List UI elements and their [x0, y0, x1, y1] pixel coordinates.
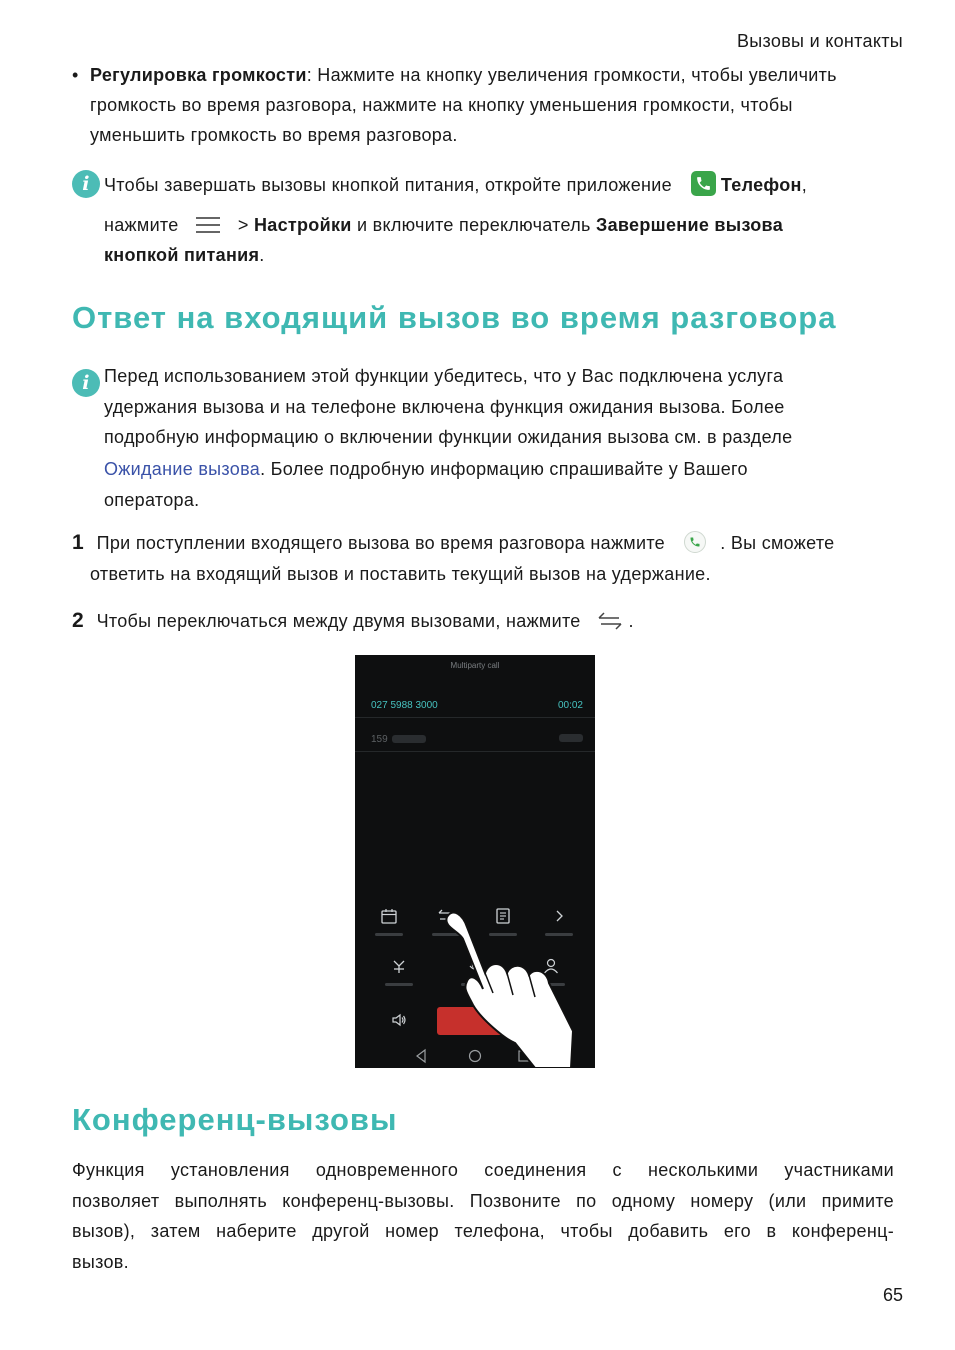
call-waiting-link[interactable]: Ожидание вызова: [104, 459, 261, 479]
settings-term: Настройки: [253, 215, 352, 235]
phone-app-name: Телефон: [720, 175, 802, 195]
bullet-line-1-rest: : Нажмите на кнопку увеличения громкости, чтобы увеличить: [306, 65, 837, 85]
step-number: 2: [72, 609, 84, 632]
step-1-text: При поступлении входящего вызова во время разговора нажмите: [96, 533, 665, 553]
note1-line-3: [104, 240, 265, 270]
step-1-line-1: [72, 528, 835, 558]
phone-screenshot: [355, 655, 595, 1068]
phone-app-icon: [691, 171, 716, 196]
note2-line-4-rest: . Более подробную информацию спрашивайте у Вашего: [260, 459, 748, 479]
note1-comma: ,: [801, 175, 808, 195]
info-icon: i: [72, 369, 100, 397]
step-1-rest: . Вы сможете: [720, 533, 835, 553]
info-icon: i: [72, 170, 100, 198]
paragraph-line-2: позволяет выполнять конференц-вызовы. Позвоните по одному номеру (или примите: [72, 1190, 894, 1211]
switch-name-part-2: кнопкой питания: [104, 245, 260, 265]
tap-hand-icon: [355, 655, 595, 1068]
bullet-volume: [72, 60, 902, 150]
step-2-text: Чтобы переключаться между двумя вызовами, нажмите: [96, 611, 581, 631]
bullet-line-1: [90, 60, 902, 90]
step-2-line-1: [72, 606, 634, 641]
step-2-rest: .: [628, 611, 634, 631]
bullet-line-2: громкость во время разговора, нажмите на кнопку уменьшения громкости, чтобы: [90, 95, 793, 115]
note1-press: нажмите: [104, 215, 179, 235]
screen-title: Multiparty call: [450, 661, 500, 670]
swap-calls-icon: [597, 610, 623, 641]
page-number: 65: [882, 1285, 903, 1305]
note2-line-5: оператора.: [104, 490, 200, 510]
note2-line-1: Перед использованием этой функции убедитесь, что у Вас подключена услуга: [104, 366, 784, 386]
note2-line-3: подробную информацию о включении функции ожидания вызова см. в разделе: [104, 427, 793, 447]
step-number: 1: [72, 531, 84, 554]
step-1-line-2: ответить на входящий вызов и поставить текущий вызов на удержание.: [90, 564, 711, 584]
note2-line-2: удержания вызова и на телефоне включена функция ожидания вызова. Более: [104, 397, 785, 417]
paragraph-line-4: вызов.: [72, 1251, 129, 1272]
running-header: Вызовы и контакты: [736, 31, 903, 51]
paragraph-line-3: вызов), затем наберите другой номер телефона, чтобы добавить его в конференц-: [72, 1221, 894, 1241]
held-call-prefix: 159: [371, 734, 388, 745]
note1-line-2: [104, 210, 783, 244]
bullet-line-3: уменьшить громкость во время разговора.: [90, 125, 458, 145]
note1-line-2-middle: и включите переключатель: [356, 215, 591, 235]
active-call-timer: 00:02: [557, 700, 583, 711]
bullet-bold-term: Регулировка громкости: [90, 65, 307, 85]
section-title-answer-incoming: Ответ на входящий вызов во время разговора: [72, 300, 837, 335]
note1-period: .: [259, 245, 265, 265]
switch-name-part-1: Завершение вызова: [596, 215, 784, 235]
bullet-dot: •: [72, 65, 79, 85]
step-2: [72, 606, 902, 638]
active-call-number: 027 5988 3000: [371, 700, 438, 711]
breadcrumb-arrow: >: [237, 215, 249, 235]
note2-line-4: [104, 454, 748, 484]
note1-line-1-text: Чтобы завершать вызовы кнопкой питания, откройте приложение: [104, 175, 672, 195]
conference-paragraph: [72, 1155, 894, 1277]
answer-call-icon: [684, 531, 706, 553]
note1-line-1: [104, 170, 807, 200]
step-1: [72, 528, 902, 598]
section-title-conference-calls: Конференц-вызовы: [72, 1102, 398, 1137]
paragraph-line-1: Функция установления одновременного соединения с несколькими участниками: [72, 1160, 894, 1180]
